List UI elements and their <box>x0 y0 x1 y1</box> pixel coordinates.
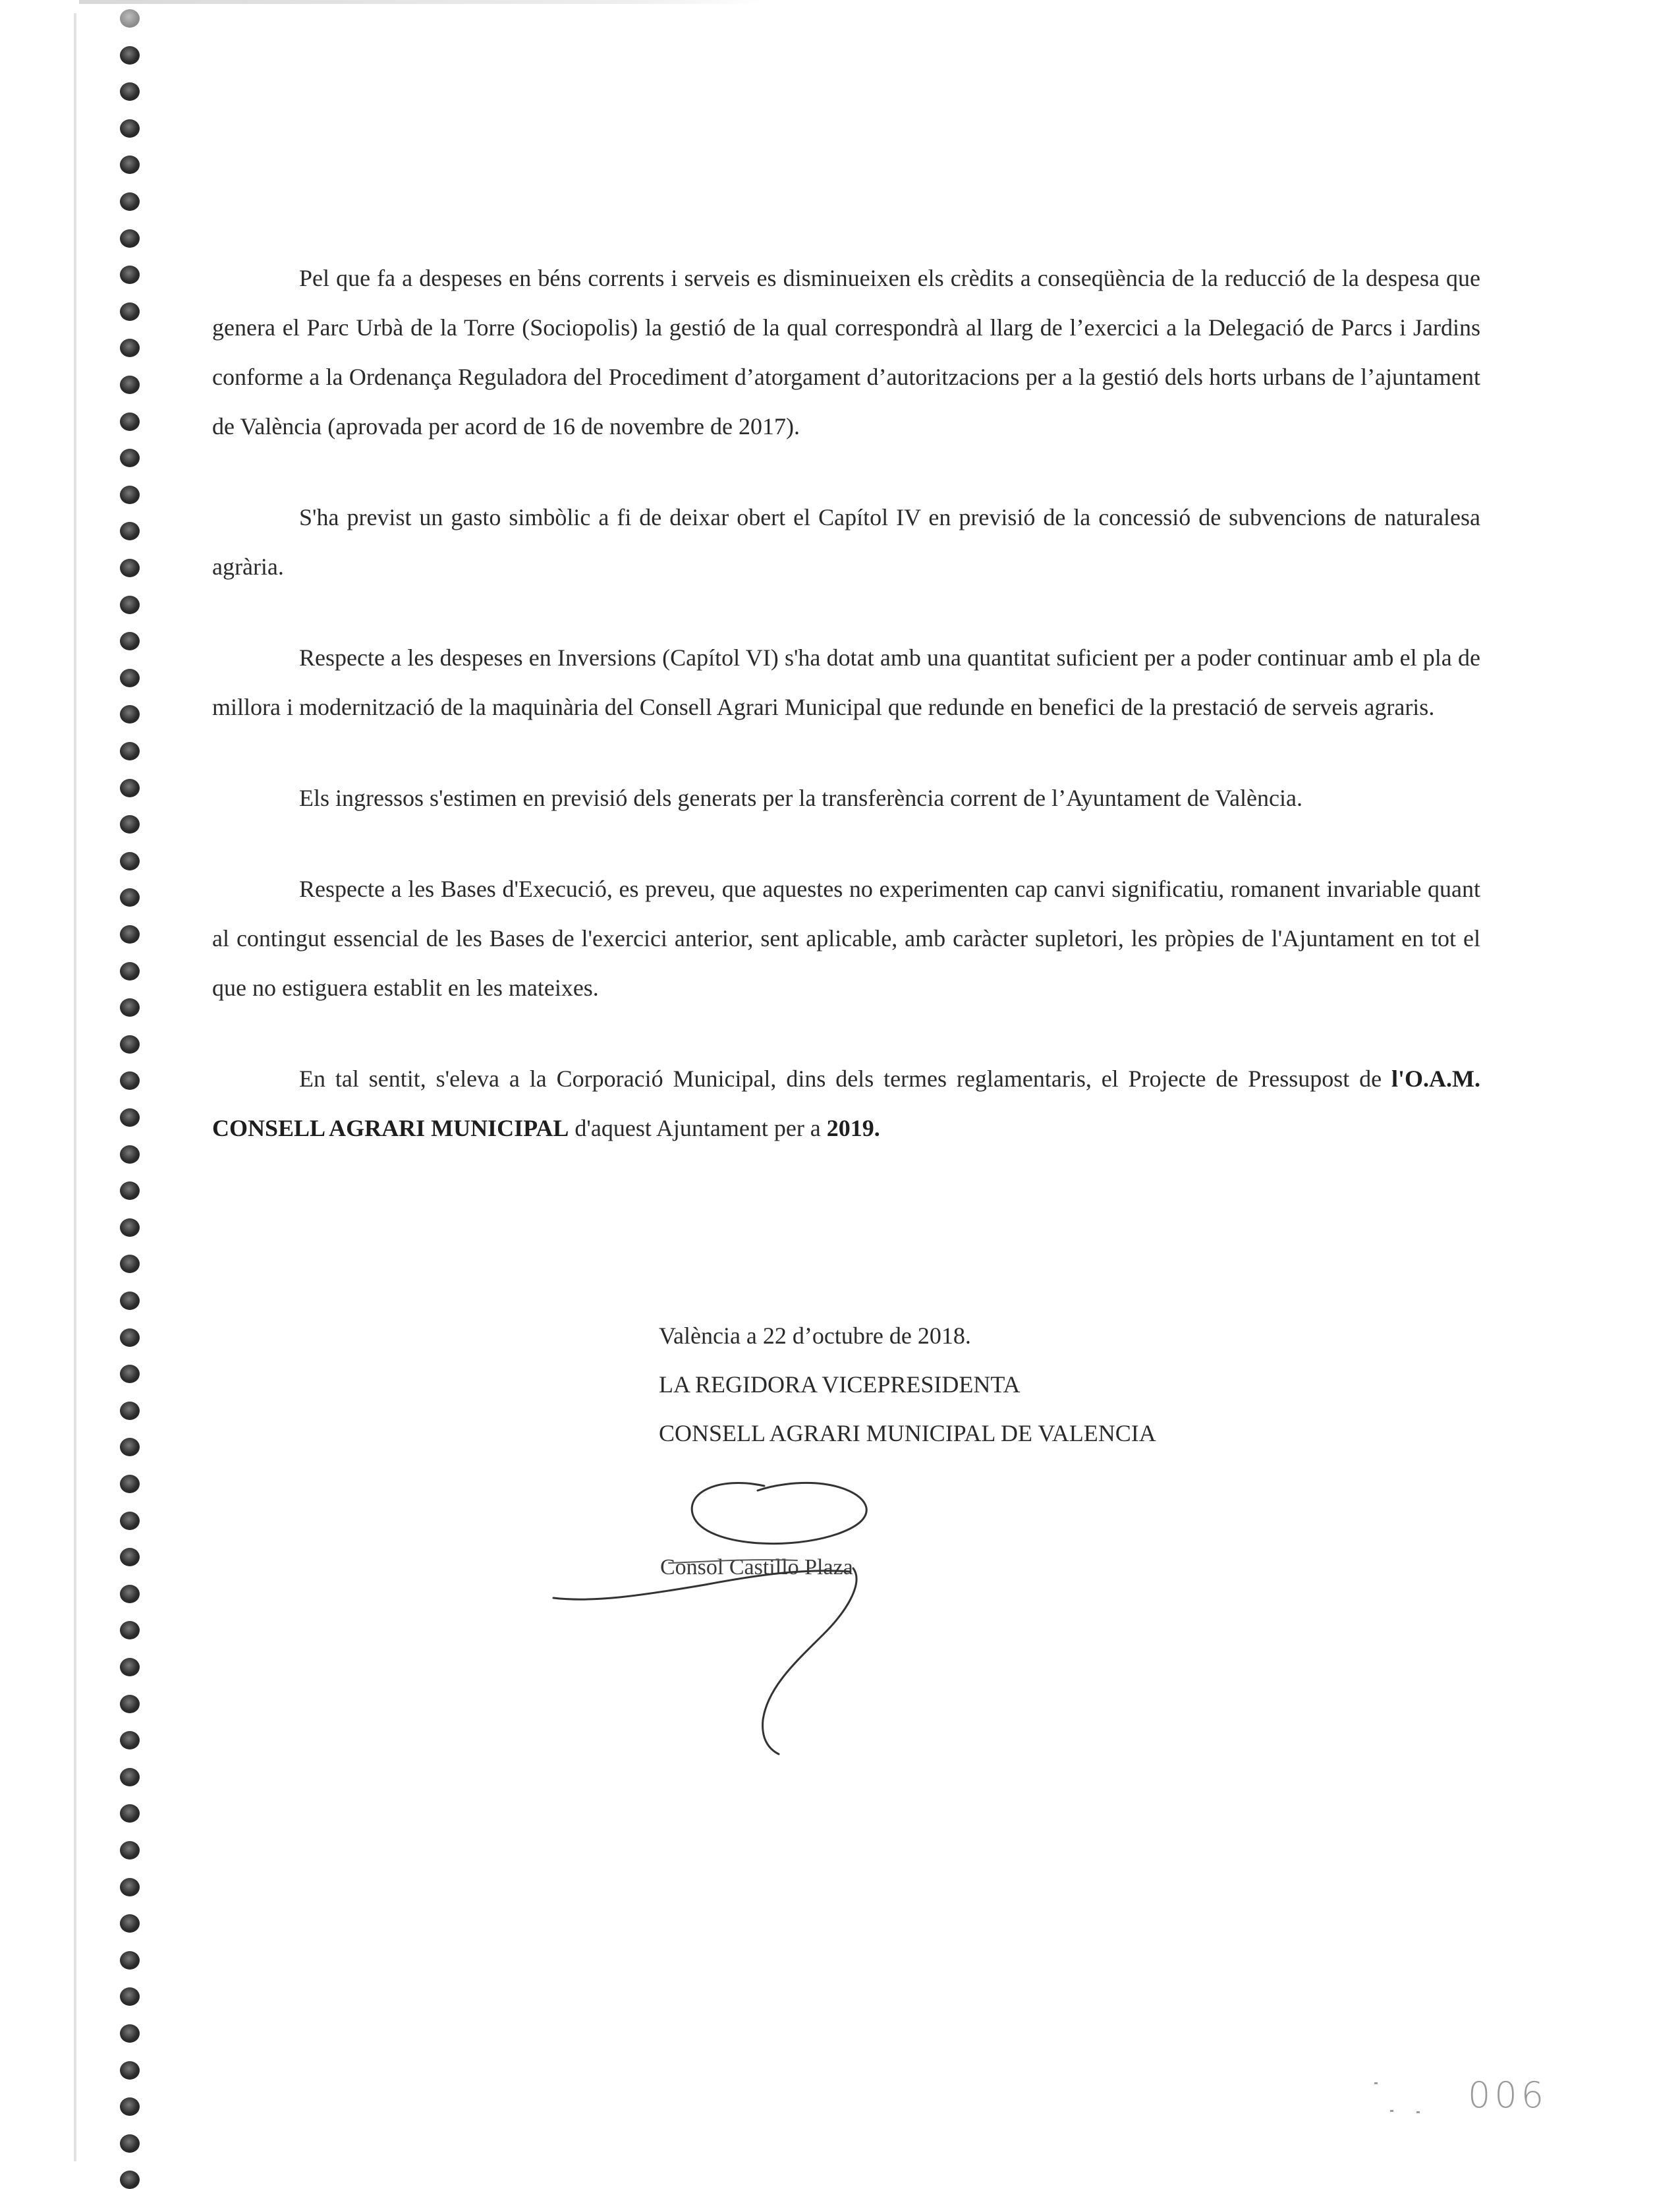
scan-edge-left <box>74 13 76 2161</box>
organism-name: l'O.A.M. CONSELL AGRARI MUNICIPAL <box>212 1066 1480 1141</box>
binding-hole <box>120 998 140 1017</box>
binding-hole <box>120 46 140 65</box>
signer-name: Consol Castillo Plaza <box>660 1555 853 1579</box>
binding-hole <box>120 1402 140 1420</box>
binding-hole <box>120 1987 140 2006</box>
handwritten-signature <box>540 1450 1067 1779</box>
paragraph-investments <box>212 633 1480 732</box>
paragraph-execution-bases <box>212 865 1480 1013</box>
binding-hole <box>120 815 140 834</box>
binding-hole <box>120 1768 140 1786</box>
binding-hole <box>120 962 140 981</box>
binding-hole <box>120 522 140 540</box>
binding-hole <box>120 1475 140 1493</box>
binding-hole <box>120 852 140 870</box>
date-line: València a 22 d’octubre de 2018. <box>659 1322 971 1349</box>
paragraph-income <box>212 774 1480 823</box>
binding-hole <box>120 888 140 907</box>
binding-hole <box>120 1365 140 1383</box>
binding-hole <box>120 669 140 687</box>
scan-speck <box>1374 2082 1378 2084</box>
binding-hole <box>120 9 140 28</box>
paragraph-current-expenses <box>212 254 1480 451</box>
binding-hole <box>120 1145 140 1164</box>
binding-hole <box>120 1621 140 1639</box>
binding-hole <box>120 1328 140 1347</box>
binding-hole <box>120 1255 140 1273</box>
binding-hole <box>120 559 140 577</box>
paragraph-text: S'ha previst un gasto simbòlic a fi de deixar obert el Capítol IV en previsió de la concessió de subvencions de naturalesa agrària. <box>212 504 1480 580</box>
binding-hole <box>120 742 140 760</box>
binding-hole <box>120 82 140 101</box>
binding-hole <box>120 1841 140 1860</box>
binding-hole <box>120 412 140 431</box>
paragraph-text: d'aquest Ajuntament per a <box>569 1115 827 1141</box>
binding-hole <box>120 156 140 174</box>
scan-edge-top <box>79 0 764 4</box>
page-number: 006 <box>1468 2074 1548 2116</box>
binding-hole <box>120 1035 140 1054</box>
budget-year: 2019. <box>826 1115 880 1141</box>
binding-hole <box>120 2061 140 2080</box>
binding-holes <box>117 9 146 2171</box>
binding-hole <box>120 229 140 248</box>
binding-hole <box>120 2134 140 2153</box>
binding-hole <box>120 1695 140 1713</box>
paragraph-chapter-iv <box>212 493 1480 592</box>
binding-hole <box>120 1731 140 1749</box>
paragraph-text: Els ingressos s'estimen en previsió dels generats per la transferència corrent de l’Ayuntament de València. <box>299 785 1302 811</box>
binding-hole <box>120 302 140 321</box>
binding-hole <box>120 1292 140 1310</box>
binding-hole <box>120 339 140 357</box>
binding-hole <box>120 1438 140 1456</box>
binding-hole <box>120 1914 140 1933</box>
paragraph-text: En tal sentit, s'eleva a la Corporació Municipal, dins dels termes reglamentaris, el Projecte de Pressupost de <box>299 1066 1392 1092</box>
role-line: LA REGIDORA VICEPRESIDENTA <box>659 1371 1021 1398</box>
binding-hole <box>120 1512 140 1530</box>
binding-hole <box>120 1548 140 1566</box>
binding-hole <box>120 1804 140 1823</box>
binding-hole <box>120 1218 140 1237</box>
binding-hole <box>120 2097 140 2116</box>
paragraph-text: Respecte a les despeses en Inversions (Capítol VI) s'ha dotat amb una quantitat suficient per a poder continuar amb el pla de millora i modernització de la maquinària del Consell Agrari Municipal que redunde en benefici de la prestació de serveis agraris. <box>212 644 1480 720</box>
binding-hole <box>120 449 140 467</box>
paragraph-text: Pel que fa a despeses en béns corrents i serveis es disminueixen els crèdits a conseqüència de la reducció de la despesa que genera el Parc Urbà de la Torre (Sociopolis) la gestió de la qual correspondrà al llarg de l’exercici a la Delegació de Parcs i Jardins conforme a la Ordenança Reguladora del Procediment d’atorgament d’autoritzacions per a la gestió dels horts urbans de l’ajuntament de València (aprovada per acord de 16 de novembre de 2017). <box>212 265 1480 440</box>
binding-hole <box>120 486 140 504</box>
paragraph-text: Respecte a les Bases d'Execució, es preveu, que aquestes no experimenten cap canvi significatiu, romanent invariable quant al contingut essencial de les Bases de l'exercici anterior, sent aplicable, amb caràcter supletori, les pròpies de l'Ajuntament en tot el que no estiguera establit en les mateixes. <box>212 876 1480 1001</box>
binding-hole <box>120 1585 140 1603</box>
binding-hole <box>120 925 140 944</box>
binding-hole <box>120 1878 140 1896</box>
binding-hole <box>120 632 140 650</box>
document-body <box>212 254 1480 1153</box>
binding-hole <box>120 1181 140 1200</box>
paragraph-budget-proposal <box>212 1054 1480 1153</box>
binding-hole <box>120 192 140 211</box>
binding-hole <box>120 1658 140 1676</box>
binding-hole <box>120 266 140 284</box>
binding-hole <box>120 1951 140 1970</box>
scan-speck <box>1390 2110 1393 2112</box>
scan-speck <box>1416 2111 1420 2113</box>
binding-hole <box>120 1071 140 1090</box>
binding-hole <box>120 376 140 394</box>
organization-line: CONSELL AGRARI MUNICIPAL DE VALENCIA <box>659 1420 1156 1446</box>
binding-hole <box>120 2171 140 2189</box>
binding-hole <box>120 779 140 797</box>
binding-hole <box>120 1108 140 1127</box>
binding-hole <box>120 596 140 614</box>
binding-hole <box>120 119 140 138</box>
binding-hole <box>120 2024 140 2043</box>
signature-block <box>659 1311 1318 1458</box>
binding-hole <box>120 705 140 724</box>
